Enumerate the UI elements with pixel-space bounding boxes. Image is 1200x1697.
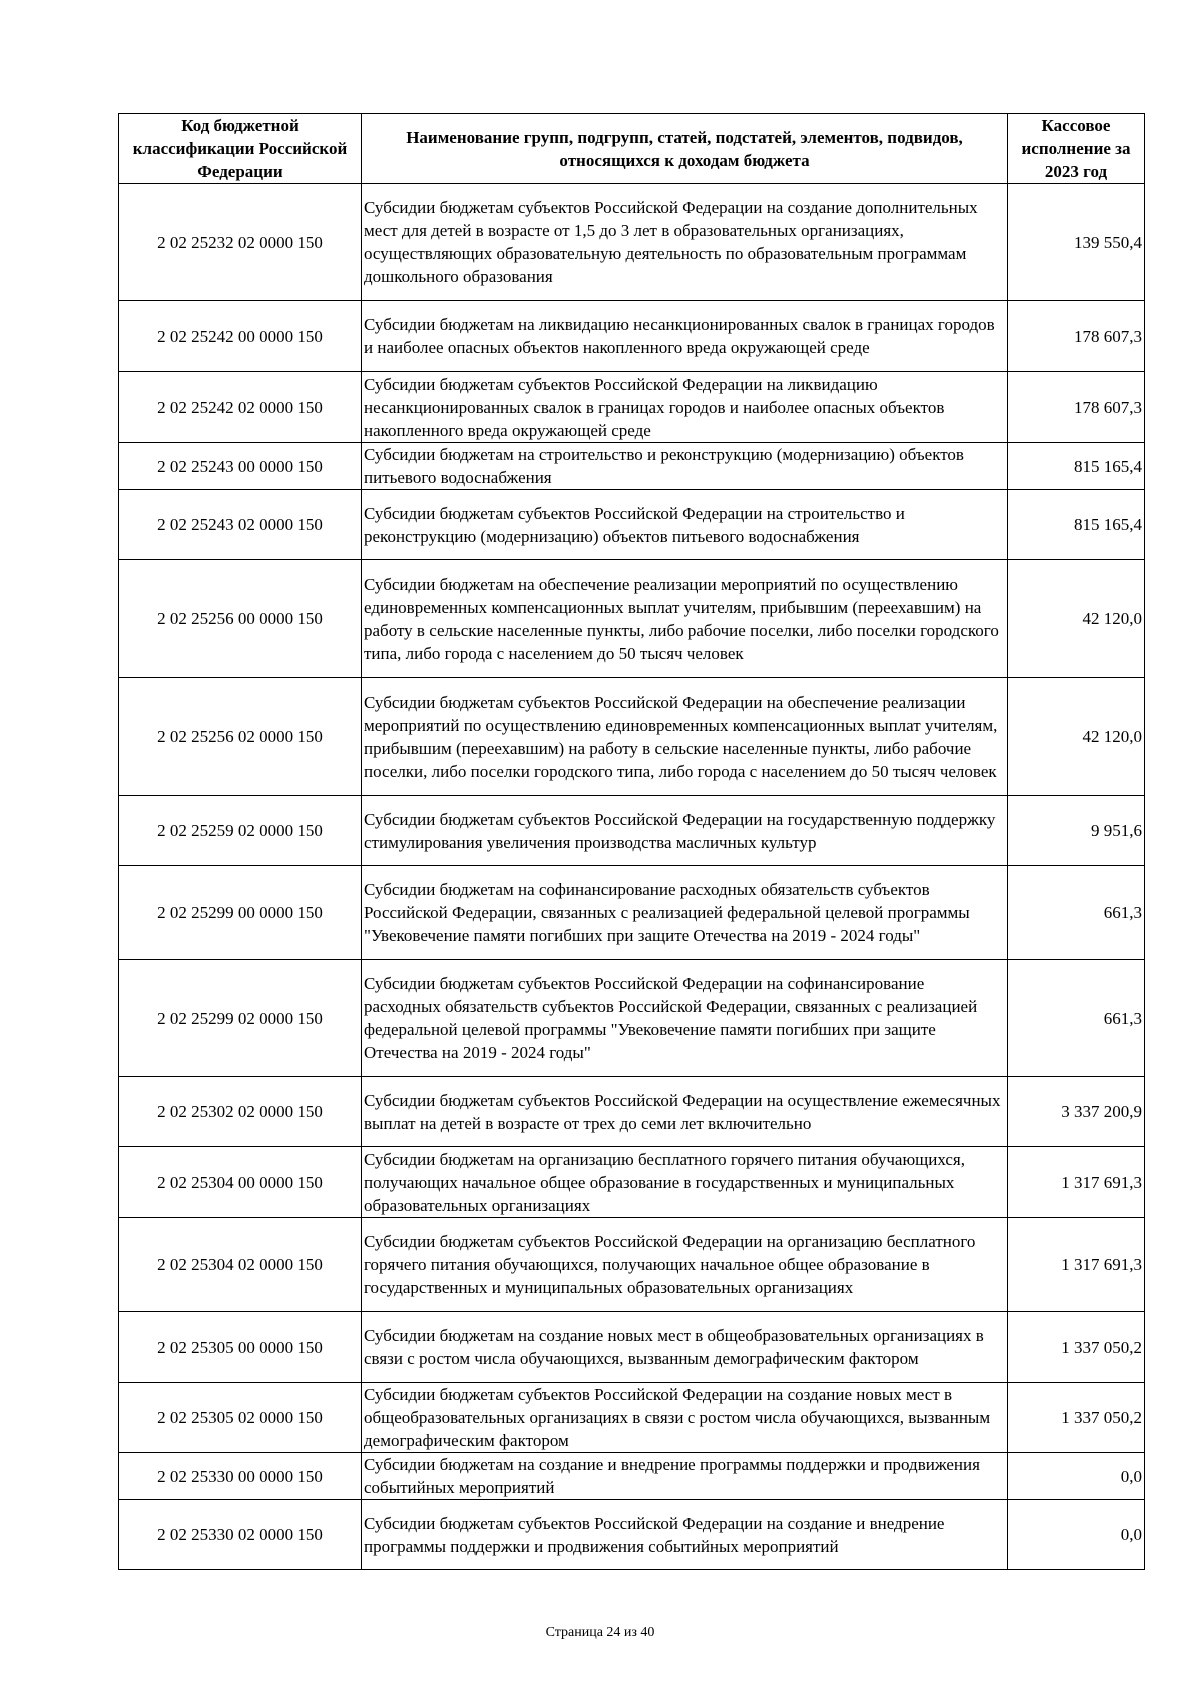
table-row xyxy=(119,301,1145,372)
table-row xyxy=(119,1147,1145,1218)
row-code: 2 02 25305 02 0000 150 xyxy=(119,1383,362,1453)
table-header-row xyxy=(119,114,1145,184)
row-code: 2 02 25242 02 0000 150 xyxy=(119,372,362,443)
header-cash-execution: Кассовое исполнение за 2023 год xyxy=(1008,114,1145,184)
row-amount: 9 951,6 xyxy=(1008,796,1145,866)
row-name: Субсидии бюджетам субъектов Российской Федерации на осуществление ежемесячных выплат на детей в возрасте от трех до семи лет включительно xyxy=(362,1077,1008,1147)
row-amount: 0,0 xyxy=(1008,1453,1145,1500)
table-row xyxy=(119,372,1145,443)
table-row xyxy=(119,1500,1145,1570)
header-revenue-name: Наименование групп, подгрупп, статей, подстатей, элементов, подвидов, относящихся к доходам бюджета xyxy=(362,114,1008,184)
row-amount: 139 550,4 xyxy=(1008,184,1145,301)
row-amount: 1 317 691,3 xyxy=(1008,1218,1145,1312)
row-code: 2 02 25304 02 0000 150 xyxy=(119,1218,362,1312)
row-code: 2 02 25232 02 0000 150 xyxy=(119,184,362,301)
row-amount: 1 317 691,3 xyxy=(1008,1147,1145,1218)
budget-revenue-table xyxy=(118,113,1145,1570)
row-amount: 661,3 xyxy=(1008,866,1145,960)
row-amount: 1 337 050,2 xyxy=(1008,1312,1145,1383)
row-name: Субсидии бюджетам субъектов Российской Федерации на создание и внедрение программы поддержки и продвижения событийных мероприятий xyxy=(362,1500,1008,1570)
row-code: 2 02 25299 00 0000 150 xyxy=(119,866,362,960)
row-amount: 42 120,0 xyxy=(1008,678,1145,796)
header-budget-code: Код бюджетной классификации Российской Федерации xyxy=(119,114,362,184)
table-row xyxy=(119,960,1145,1077)
table-row xyxy=(119,490,1145,560)
row-code: 2 02 25302 02 0000 150 xyxy=(119,1077,362,1147)
row-code: 2 02 25256 00 0000 150 xyxy=(119,560,362,678)
row-name: Субсидии бюджетам на создание и внедрение программы поддержки и продвижения событийных мероприятий xyxy=(362,1453,1008,1500)
row-code: 2 02 25243 00 0000 150 xyxy=(119,443,362,490)
table-row xyxy=(119,1383,1145,1453)
table-row xyxy=(119,443,1145,490)
row-amount: 178 607,3 xyxy=(1008,372,1145,443)
row-name: Субсидии бюджетам субъектов Российской Федерации на ликвидацию несанкционированных свалок в границах городов и наиболее опасных объектов накопленного вреда окружающей среде xyxy=(362,372,1008,443)
row-name: Субсидии бюджетам на обеспечение реализации мероприятий по осуществлению единовременных компенсационных выплат учителям, прибывшим (переехавшим) на работу в сельские населенные пункты, либо рабочие поселки, либо поселки городского типа, либо города с населением до 50 тысяч человек xyxy=(362,560,1008,678)
row-amount: 815 165,4 xyxy=(1008,490,1145,560)
row-amount: 815 165,4 xyxy=(1008,443,1145,490)
row-amount: 3 337 200,9 xyxy=(1008,1077,1145,1147)
row-name: Субсидии бюджетам на ликвидацию несанкционированных свалок в границах городов и наиболее опасных объектов накопленного вреда окружающей среде xyxy=(362,301,1008,372)
row-code: 2 02 25330 00 0000 150 xyxy=(119,1453,362,1500)
row-amount: 42 120,0 xyxy=(1008,560,1145,678)
table-row xyxy=(119,184,1145,301)
table-row xyxy=(119,560,1145,678)
row-code: 2 02 25299 02 0000 150 xyxy=(119,960,362,1077)
table-row xyxy=(119,1453,1145,1500)
row-name: Субсидии бюджетам субъектов Российской Федерации на создание дополнительных мест для детей в возрасте от 1,5 до 3 лет в образовательных организациях, осуществляющих образовательную деятельность по образовательным программам дошкольного образования xyxy=(362,184,1008,301)
row-code: 2 02 25242 00 0000 150 xyxy=(119,301,362,372)
table-row xyxy=(119,1312,1145,1383)
table-row xyxy=(119,1077,1145,1147)
row-name: Субсидии бюджетам субъектов Российской Федерации на государственную поддержку стимулирования увеличения производства масличных культур xyxy=(362,796,1008,866)
row-code: 2 02 25305 00 0000 150 xyxy=(119,1312,362,1383)
row-name: Субсидии бюджетам субъектов Российской Федерации на создание новых мест в общеобразовательных организациях в связи с ростом числа обучающихся, вызванным демографическим фактором xyxy=(362,1383,1008,1453)
row-name: Субсидии бюджетам субъектов Российской Федерации на строительство и реконструкцию (модернизацию) объектов питьевого водоснабжения xyxy=(362,490,1008,560)
row-code: 2 02 25259 02 0000 150 xyxy=(119,796,362,866)
row-code: 2 02 25256 02 0000 150 xyxy=(119,678,362,796)
row-name: Субсидии бюджетам субъектов Российской Федерации на софинансирование расходных обязательств субъектов Российской Федерации, связанных с реализацией федеральной целевой программы "Увековечение памяти погибших при защите Отечества на 2019 - 2024 годы" xyxy=(362,960,1008,1077)
table-row xyxy=(119,678,1145,796)
table-row xyxy=(119,866,1145,960)
row-name: Субсидии бюджетам на организацию бесплатного горячего питания обучающихся, получающих начальное общее образование в государственных и муниципальных образовательных организациях xyxy=(362,1147,1008,1218)
table-row xyxy=(119,1218,1145,1312)
row-name: Субсидии бюджетам субъектов Российской Федерации на организацию бесплатного горячего питания обучающихся, получающих начальное общее образование в государственных и муниципальных образовательных организациях xyxy=(362,1218,1008,1312)
row-code: 2 02 25330 02 0000 150 xyxy=(119,1500,362,1570)
row-amount: 661,3 xyxy=(1008,960,1145,1077)
row-name: Субсидии бюджетам на строительство и реконструкцию (модернизацию) объектов питьевого водоснабжения xyxy=(362,443,1008,490)
row-name: Субсидии бюджетам на создание новых мест в общеобразовательных организациях в связи с ростом числа обучающихся, вызванным демографическим фактором xyxy=(362,1312,1008,1383)
row-code: 2 02 25304 00 0000 150 xyxy=(119,1147,362,1218)
row-name: Субсидии бюджетам субъектов Российской Федерации на обеспечение реализации мероприятий по осуществлению единовременных компенсационных выплат учителям, прибывшим (переехавшим) на работу в сельские населенные пункты, либо рабочие поселки, либо поселки городского типа, либо города с населением до 50 тысяч человек xyxy=(362,678,1008,796)
table-row xyxy=(119,796,1145,866)
page-number: Страница 24 из 40 xyxy=(545,1625,655,1640)
row-amount: 1 337 050,2 xyxy=(1008,1383,1145,1453)
row-amount: 178 607,3 xyxy=(1008,301,1145,372)
row-code: 2 02 25243 02 0000 150 xyxy=(119,490,362,560)
row-name: Субсидии бюджетам на софинансирование расходных обязательств субъектов Российской Федерации, связанных с реализацией федеральной целевой программы "Увековечение памяти погибших при защите Отечества на 2019 - 2024 годы" xyxy=(362,866,1008,960)
row-amount: 0,0 xyxy=(1008,1500,1145,1570)
